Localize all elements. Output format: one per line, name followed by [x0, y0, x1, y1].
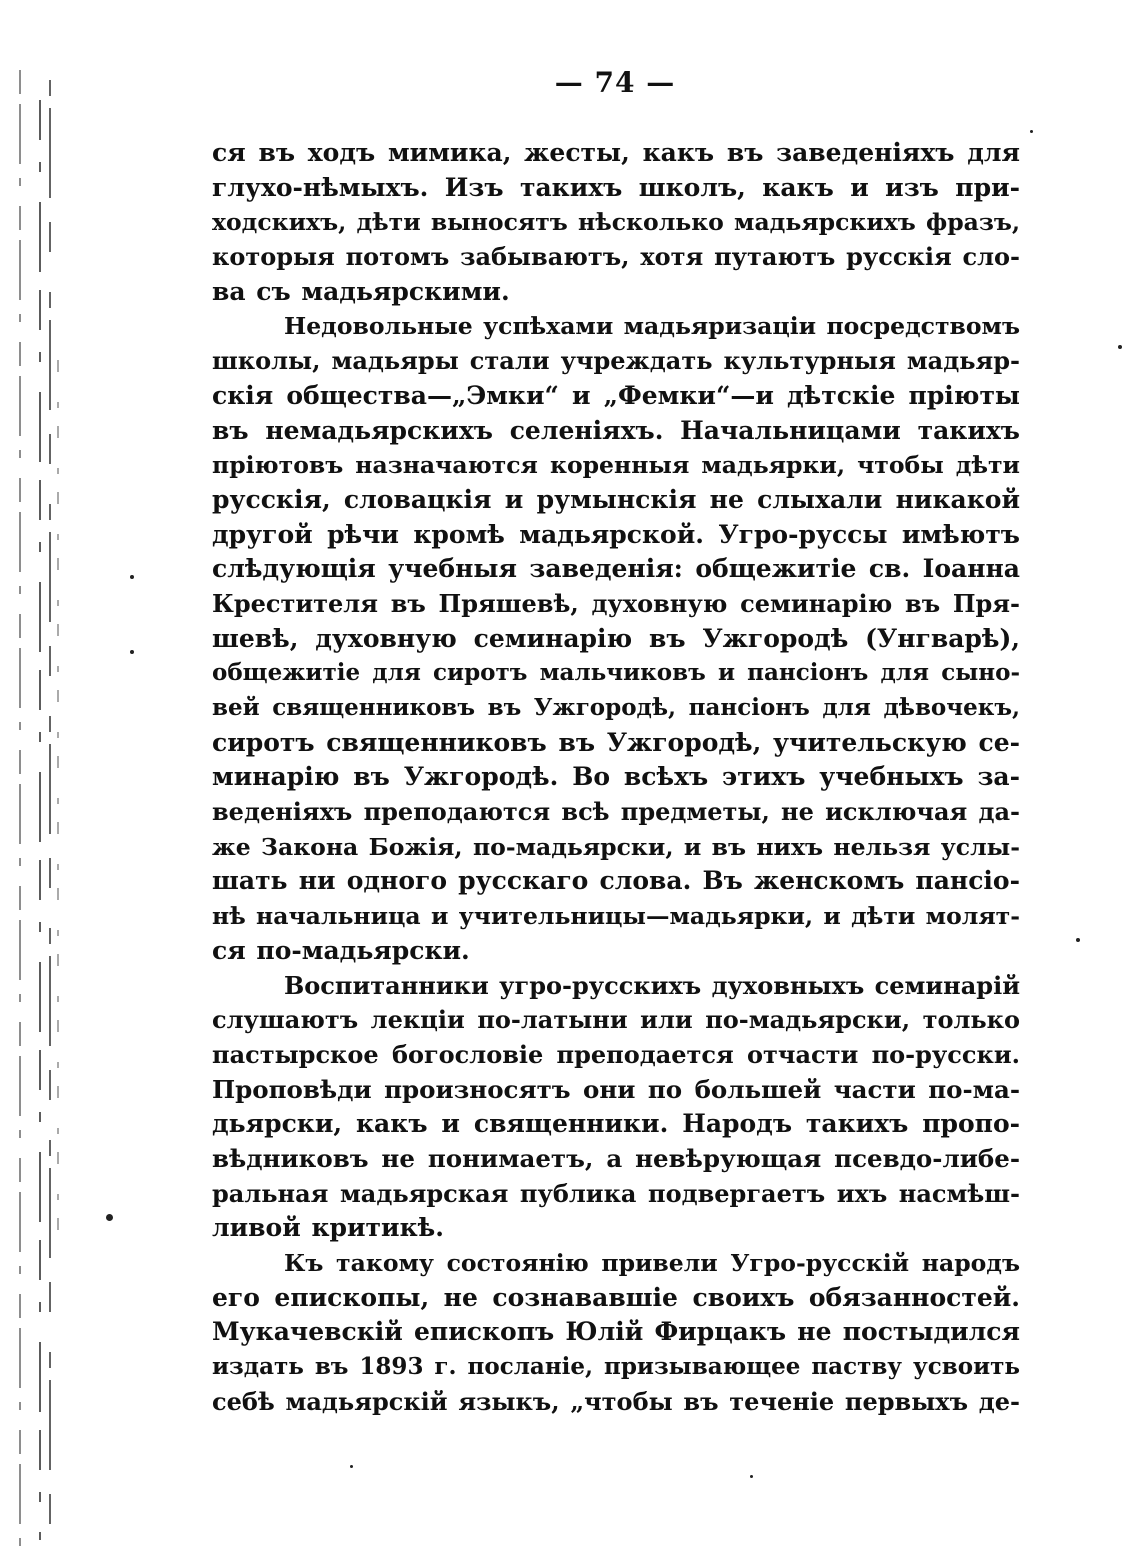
- ink-speck: [1076, 938, 1080, 942]
- text-line: ральная мадьярская публика подвергаетъ ихъ насмѣш-: [212, 1178, 1020, 1208]
- text-line: веденіяхъ преподаются всѣ предметы, не исключая да-: [212, 797, 1020, 827]
- page-number: — 74 —: [554, 66, 676, 99]
- text-line: дьярски, какъ и священники. Народъ такихъ пропо-: [212, 1109, 1020, 1139]
- body-text: [212, 136, 1020, 1419]
- text-line: ходскихъ, дѣти выносятъ нѣсколько мадьярскихъ фразъ,: [212, 208, 1021, 237]
- text-line: Воспитанники угро-русскихъ духовныхъ семинарій: [284, 970, 1020, 1000]
- text-line: другой рѣчи кромѣ мадьярской. Угро-руссы имѣютъ: [212, 519, 1020, 549]
- text-line: слушаютъ лекціи по-латыни или по-мадьярски, только: [212, 1005, 1020, 1035]
- text-line: издать въ 1893 г. посланіе, призывающее паству усвоить: [212, 1353, 1020, 1381]
- ink-speck: [350, 1465, 353, 1468]
- text-line: въ немадьярскихъ селеніяхъ. Начальницами такихъ: [212, 415, 1020, 445]
- text-line: сиротъ священниковъ въ Ужгородѣ, учительскую се-: [212, 727, 1020, 757]
- text-line: ливой критикѣ.: [212, 1213, 444, 1243]
- text-line: скія общества—„Эмки“ и „Фемки“—и дѣтскіе пріюты: [212, 380, 1020, 410]
- text-line: ся въ ходъ мимика, жесты, какъ въ заведеніяхъ для: [212, 138, 1020, 167]
- text-line: вѣдниковъ не понимаетъ, а невѣрующая псевдо-либе-: [212, 1143, 1020, 1173]
- ink-speck: [130, 650, 134, 654]
- paragraph-3: [212, 969, 1020, 1247]
- paragraph-4: [212, 1246, 1020, 1419]
- text-line: себѣ мадьярскій языкъ, „чтобы въ теченіе первыхъ де-: [212, 1386, 1020, 1416]
- text-line: нѣ начальница и учительницы—мадьярки, и дѣти молят-: [212, 902, 1020, 931]
- text-line: Мукачевскій епископъ Юлій Фирцакъ не постыдился: [212, 1317, 1020, 1347]
- ink-speck: [130, 575, 134, 579]
- text-line: Недовольные успѣхами мадьяризаціи посредствомъ: [284, 312, 1020, 341]
- text-line: минарію въ Ужгородѣ. Во всѣхъ этихъ учебныхъ за-: [212, 762, 1020, 792]
- ink-speck: [1030, 130, 1033, 133]
- text-line: пастырское богословіе преподается отчасти по-русски.: [212, 1039, 1020, 1069]
- ink-speck: [1118, 345, 1122, 349]
- text-line: ся по-мадьярски.: [212, 935, 470, 965]
- text-line: шать ни одного русскаго слова. Въ женскомъ пансіо-: [212, 866, 1020, 896]
- text-line: ва съ мадьярскими.: [212, 276, 510, 306]
- paragraph-1: [212, 136, 1020, 309]
- text-line: школы, мадьяры стали учреждать культурныя мадьяр-: [212, 346, 1020, 376]
- text-line: его епископы, не сознававшіе своихъ обязанностей.: [212, 1282, 1020, 1312]
- text-line: шевѣ, духовную семинарію въ Ужгородѣ (Унгварѣ),: [212, 623, 1020, 653]
- paragraph-2: [212, 309, 1020, 968]
- text-line: вей священниковъ въ Ужгородѣ, пансіонъ для дѣвочекъ,: [212, 694, 1020, 721]
- text-line: Крестителя въ Пряшевѣ, духовную семинарію въ Пря-: [212, 588, 1020, 618]
- text-line: пріютовъ назначаются коренныя мадьярки, чтобы дѣти: [212, 451, 1020, 480]
- ink-speck: [750, 1475, 753, 1478]
- text-line: общежитіе для сиротъ мальчиковъ и пансіонъ для сыно-: [212, 659, 1020, 687]
- text-line: которыя потомъ забываютъ, хотя путаютъ русскія сло-: [212, 242, 1020, 272]
- text-line: слѣдующія учебныя заведенія: общежитіе св. Іоанна: [212, 554, 1020, 584]
- text-line: глухо-нѣмыхъ. Изъ такихъ школъ, какъ и изъ при-: [212, 172, 1020, 202]
- scan-margin-artifacts: [14, 60, 74, 1560]
- text-line: же Закона Божія, по-мадьярски, и въ нихъ нельзя услы-: [212, 832, 1020, 861]
- text-line: Проповѣди произносятъ они по большей части по-ма-: [212, 1074, 1020, 1104]
- ink-speck: [106, 1214, 113, 1221]
- text-line: русскія, словацкія и румынскія не слыхали никакой: [212, 484, 1020, 514]
- text-line: Къ такому состоянію привели Угро-русскій народъ: [284, 1249, 1020, 1277]
